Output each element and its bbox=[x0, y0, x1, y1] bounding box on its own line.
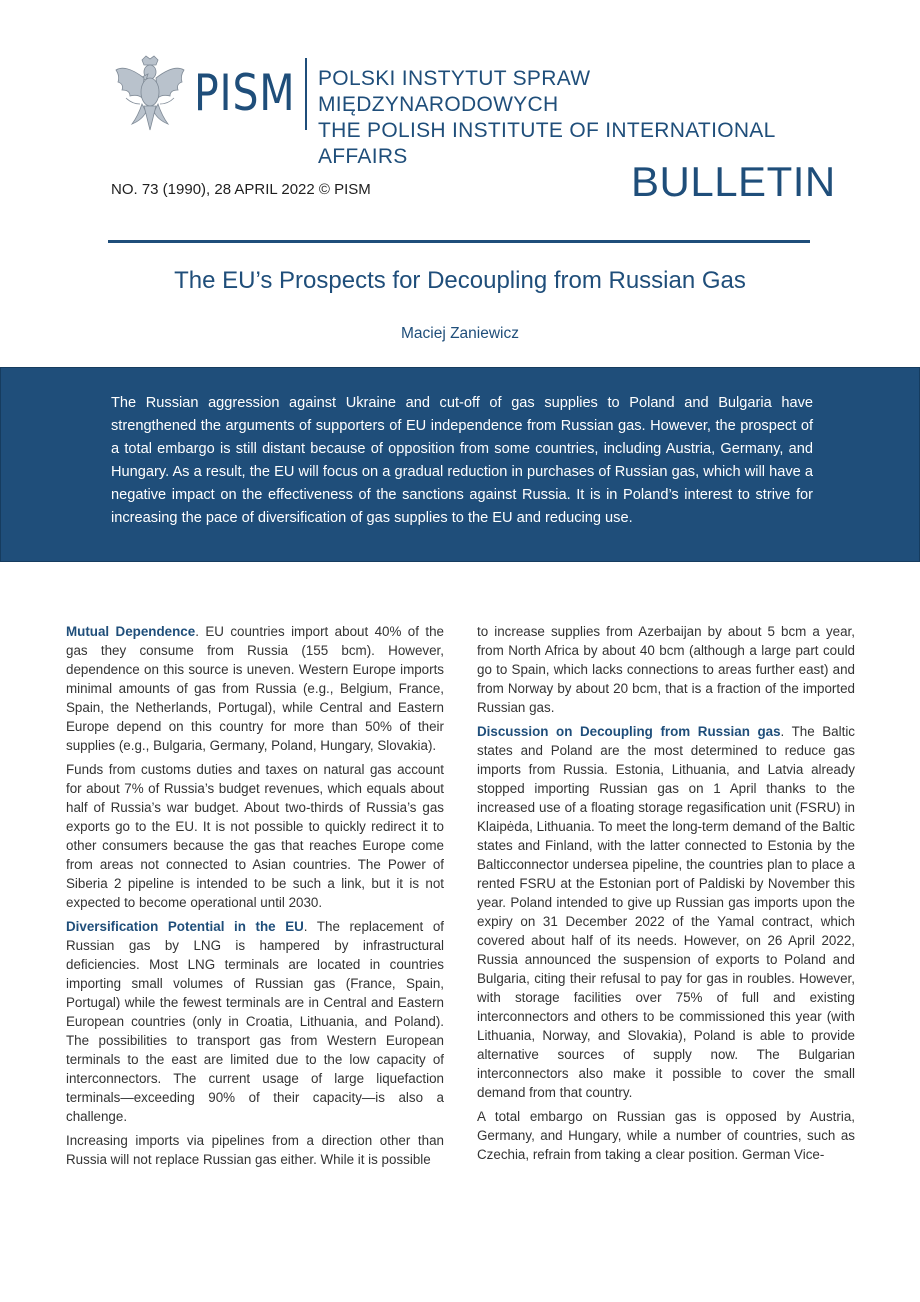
institute-name-en: THE POLISH INSTITUTE OF INTERNATIONAL AFFAIRS bbox=[318, 119, 775, 168]
paragraph: A total embargo on Russian gas is opposed by Austria, Germany, and Hungary, while a number of countries, such as Czechia, refrain from taking a clear position. German Vice- bbox=[477, 1109, 855, 1162]
body-column-right bbox=[477, 622, 855, 1169]
header bbox=[112, 52, 832, 168]
institute-name bbox=[318, 66, 832, 170]
paragraph-text: . EU countries import about 40% of the gas they consume from Russia (155 bcm). However, dependence on this source is uneven. Western Europe imports minimal amounts of gas from Russia (e.g., Belgium, France, Spain, the Netherlands, Portugal), while Central and Eastern Europe depend on this country for more than 50% of their supplies (e.g., Bulgaria, Germany, Poland, Hungary, Slovakia). bbox=[66, 624, 444, 753]
paragraph bbox=[477, 722, 855, 1102]
section-heading: Discussion on Decoupling from Russian gas bbox=[477, 724, 781, 739]
logo-text: PISM bbox=[194, 64, 296, 122]
section-heading: Mutual Dependence bbox=[66, 624, 196, 639]
bulletin-label: BULLETIN bbox=[631, 158, 836, 205]
header-rule bbox=[108, 240, 810, 243]
abstract-box bbox=[0, 367, 920, 562]
paragraph bbox=[66, 622, 444, 755]
page-title: The EU’s Prospects for Decoupling from Russian Gas bbox=[174, 267, 746, 294]
body-column-left bbox=[66, 622, 444, 1174]
paragraph bbox=[66, 917, 444, 1126]
header-divider bbox=[305, 58, 307, 130]
abstract-text: The Russian aggression against Ukraine and cut-off of gas supplies to Poland and Bulgaria have strengthened the arguments of supporters of EU independence from Russian gas. However, the prospect of a total embargo is still distant because of opposition from some countries, including Austria, Germany, and Hungary. As a result, the EU will focus on a gradual reduction in purchases of Russian gas, which will have a negative impact on the effectiveness of the sanctions against Russia. It is in Poland’s interest to strive for increasing the pace of diversification of gas supplies to the EU and reducing use. bbox=[111, 395, 813, 526]
paragraph-text: . The replacement of Russian gas by LNG is hampered by infrastructural deficiencies. Most LNG terminals are located in countries importing small volumes of Russian gas (France, Spain, Portugal) while the fewest terminals are in Central and Eastern European countries (only in Croatia, Lithuania, and Poland). The possibilities to transport gas from Western European terminals to the east are limited due to the low capacity of interconnectors. The current usage of large liquefaction terminals—exceeding 90% of their capacity—is also a challenge. bbox=[66, 919, 444, 1124]
issue-line: NO. 73 (1990), 28 APRIL 2022 © PISM bbox=[111, 181, 371, 198]
institute-name-pl: POLSKI INSTYTUT SPRAW MIĘDZYNARODOWYCH bbox=[318, 67, 591, 116]
paragraph: to increase supplies from Azerbaijan by about 5 bcm a year, from North Africa by about 40 bcm (although a large part could go to Spain, which lacks connections to areas further east) and from Norway by about 20 bcm, that is a fraction of the imported Russian gas. bbox=[477, 624, 855, 715]
paragraph: Increasing imports via pipelines from a direction other than Russia will not replace Russian gas either. While it is possible bbox=[66, 1133, 444, 1167]
author: Maciej Zaniewicz bbox=[400, 325, 519, 342]
paragraph-text: . The Baltic states and Poland are the most determined to reduce gas imports from Russia. Estonia, Lithuania, and Latvia already stopped importing Russian gas on 1 April thanks to the increased use of a floating storage regasification unit (FSRU) in Klaipėda, Lithuania. To meet the long-term demand of the Baltic states and Finland, with the latter connected to Estonia by the Balticconnector undersea pipeline, the countries plan to place a rented FSRU at the Estonian port of Paldiski by November this year. Poland intended to give up Russian gas imports upon the expiry on 31 December 2022 of the Yamal contract, which covered about half of its needs. However, on 26 April 2022, Russia announced the suspension of exports to Poland and Bulgaria, citing their refusal to pay for gas in roubles. However, with storage facilities over 75% of full and existing interconnectors and others to be commissioned this year (with Lithuania, Norway, and Slovakia), Poland is able to provide alternative sources of supply now. The Bulgarian interconnectors also make it possible to cover the small demand from that country. bbox=[477, 724, 855, 1100]
section-heading: Diversification Potential in the EU bbox=[66, 919, 304, 934]
eagle-emblem-icon bbox=[112, 54, 188, 134]
paragraph: Funds from customs duties and taxes on natural gas account for about 7% of Russia’s budget revenues, which equals about half of Russia’s war budget. About two-thirds of Russia’s gas exports go to the EU. It is not possible to quickly redirect it to other consumers because the gas that reaches Europe come from areas not connected to Asian countries. The Power of Siberia 2 pipeline is intended to be such a link, but it is not expected to become operational until 2030. bbox=[66, 762, 444, 910]
